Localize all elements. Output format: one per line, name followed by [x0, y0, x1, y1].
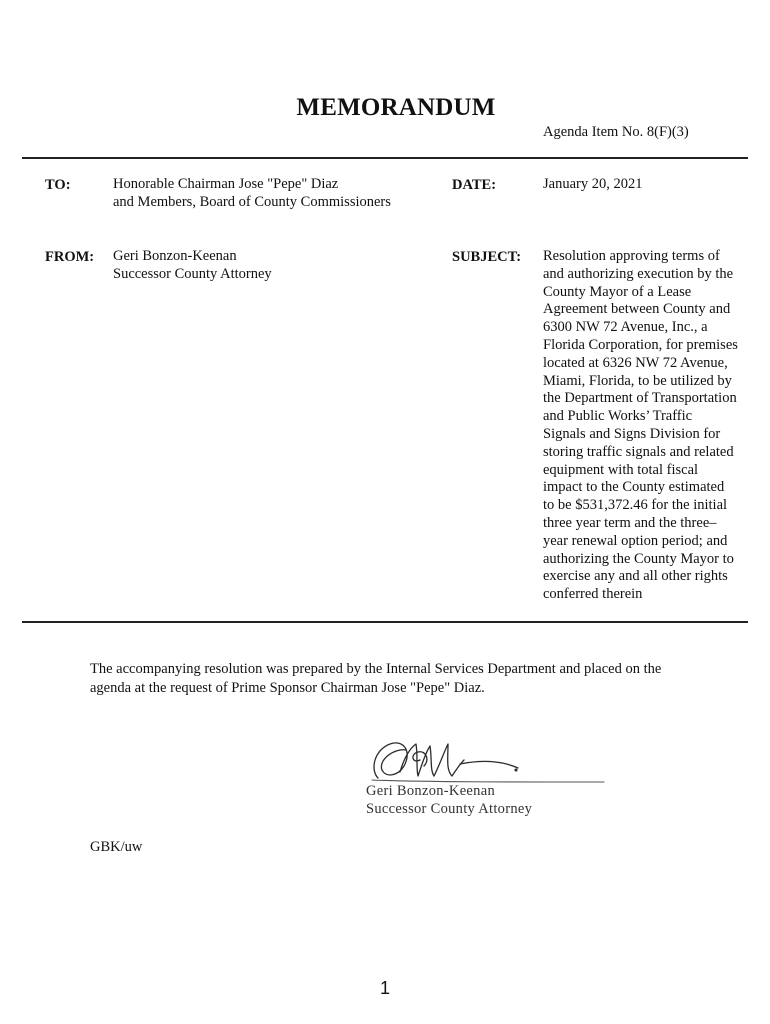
subject-line: the Department of Transportation	[543, 390, 737, 407]
subject-text	[543, 248, 755, 604]
subject-line: and Public Works’ Traffic	[543, 408, 693, 425]
signer-name: Geri Bonzon-Keenan	[366, 783, 496, 799]
from-line: Successor County Attorney	[113, 265, 272, 282]
to-line: Honorable Chairman Jose "Pepe" Diaz	[113, 176, 339, 192]
subject-line: conferred therein	[543, 586, 643, 603]
body-paragraph	[90, 660, 710, 698]
from-line: Geri Bonzon-Keenan	[113, 248, 237, 264]
subject-line: impact to the County estimated	[543, 479, 725, 496]
subject-line: authorizing the County Mayor to	[543, 550, 734, 567]
bottom-divider	[22, 621, 748, 623]
subject-line: to be $531,372.46 for the initial	[543, 497, 728, 514]
subject-line: exercise any and all other rights	[543, 568, 728, 585]
subject-line: Agreement between County and	[543, 301, 731, 318]
to-line: and Members, Board of County Commissioners	[113, 193, 391, 210]
typist-initials: GBK/uw	[90, 839, 143, 855]
subject-line: 6300 NW 72 Avenue, Inc., a	[543, 319, 708, 336]
from-sender	[113, 248, 433, 284]
to-recipients	[113, 176, 433, 212]
subject-line: County Mayor of a Lease	[543, 283, 692, 300]
page-number: 1	[379, 978, 390, 998]
subject-line: three year term and the three–	[543, 514, 717, 531]
date-value: January 20, 2021	[543, 176, 643, 192]
subject-line: Miami, Florida, to be utilized by	[543, 372, 732, 389]
subject-line: Signals and Signs Division for	[543, 425, 721, 442]
signature-block	[366, 782, 532, 818]
subject-line: Florida Corporation, for premises	[543, 336, 738, 353]
handwritten-signature	[360, 730, 610, 790]
subject-line: located at 6326 NW 72 Avenue,	[543, 354, 728, 371]
signer-title: Successor County Attorney	[366, 801, 533, 817]
paragraph-line: The accompanying resolution was prepared by the Internal Services Department and placed on the	[90, 661, 662, 677]
subject-line: Resolution approving terms of	[543, 248, 720, 264]
paragraph-line: agenda at the request of Prime Sponsor Chairman Jose "Pepe" Diaz.	[90, 680, 485, 696]
subject-line: storing traffic signals and related	[543, 443, 734, 460]
top-divider	[22, 157, 748, 159]
subject-label: SUBJECT:	[452, 249, 522, 265]
to-label: TO:	[45, 177, 71, 193]
subject-line: equipment with total fiscal	[543, 461, 699, 478]
from-label: FROM:	[45, 249, 95, 265]
subject-line: and authorizing execution by the	[543, 265, 734, 282]
date-label: DATE:	[452, 177, 497, 193]
subject-line: year renewal option period; and	[543, 532, 728, 549]
agenda-item-number: Agenda Item No. 8(F)(3)	[543, 124, 689, 140]
memo-title: MEMORANDUM	[296, 94, 496, 121]
